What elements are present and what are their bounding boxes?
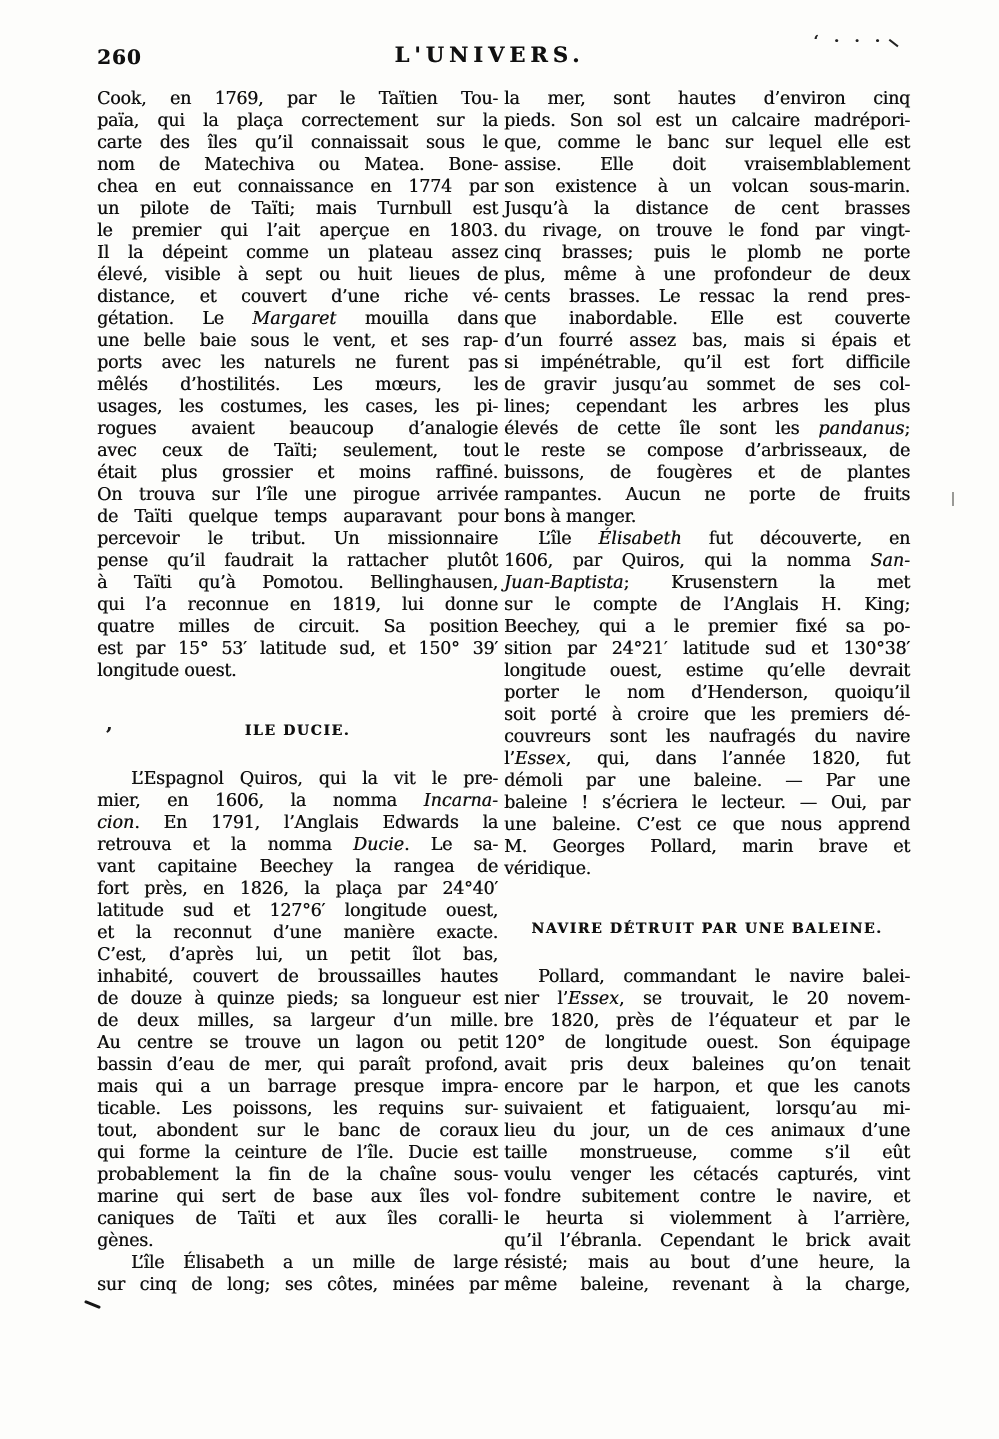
text-line: 120° de longitude ouest. Son équipage	[504, 1033, 910, 1053]
text-line: assise. Elle doit vraisemblablement	[504, 155, 910, 175]
text-line: avec ceux de Taïti; seulement, tout	[97, 441, 498, 461]
text-line: élevés de cette île sont les pandanus;	[504, 419, 910, 439]
text-line: porter le nom d’Henderson, quoiqu’il	[504, 683, 910, 703]
left-text-column	[97, 88, 498, 1296]
text-line: ports avec les naturels ne furent pas	[97, 353, 498, 373]
text-line: Pollard, commandant le navire balei-	[538, 967, 910, 987]
running-title: L'UNIVERS.	[394, 42, 585, 67]
ink-stroke	[888, 38, 898, 47]
text-line: buissons, de fougères et de plantes	[504, 463, 910, 483]
text-line: Jusqu’à la distance de cent brasses	[504, 199, 910, 219]
text-line: était plus grossier et moins raffiné.	[97, 463, 498, 483]
text-line: Il la dépeint comme un plateau assez	[97, 243, 498, 263]
text-line: Juan-Baptista; Krusenstern la met	[504, 573, 910, 593]
text-line: cion. En 1791, l’Anglais Edwards la	[97, 813, 498, 833]
text-line: percevoir le tribut. Un missionnaire	[97, 529, 498, 549]
text-line: d’un fourré assez bas, mais si épais et	[504, 331, 910, 351]
text-line: Beechey, qui a le premier fixé sa po-	[504, 617, 910, 637]
page-number: 260	[97, 45, 142, 69]
text-line: le premier qui l’ait aperçue en 1803.	[97, 221, 498, 241]
section-heading: ILE DUCIE.	[244, 723, 351, 739]
text-line: un pilote de Taïti; mais Turnbull est	[97, 199, 498, 219]
text-line: On trouva sur l’île une pirogue arrivée	[97, 485, 498, 505]
text-line: lieu du jour, un de ces animaux d’une	[504, 1121, 910, 1141]
text-line: M. Georges Pollard, marin brave et	[504, 837, 910, 857]
text-line: quatre milles de circuit. Sa position	[97, 617, 498, 637]
text-line: ticable. Les poissons, les requins sur-	[97, 1099, 498, 1119]
text-line: L’île Élisabeth fut découverte, en	[538, 529, 910, 549]
paragraph	[97, 1252, 498, 1296]
text-line: bre 1820, près de l’équateur et par le	[504, 1011, 910, 1031]
text-line: et la reconnut d’une manière exacte.	[97, 923, 498, 943]
text-line: sur le compte de l’Anglais H. King;	[504, 595, 910, 615]
text-line: gétation. Le Margaret mouilla dans	[97, 309, 498, 329]
text-line: retrouva et la nomma Ducie. Le sa-	[97, 835, 498, 855]
text-line: est par 15° 53′ latitude sud, et 150° 39′	[97, 639, 498, 659]
paragraph	[504, 528, 910, 880]
text-line: que inabordable. Elle est couverte	[504, 309, 910, 329]
paragraph	[97, 768, 498, 1252]
text-line: L’île Élisabeth a un mille de large	[131, 1253, 498, 1273]
text-line: à Taïti qu’à Pomotou. Bellinghausen,	[97, 573, 498, 593]
text-line: nier l’Essex, se trouvait, le 20 novem-	[504, 989, 911, 1009]
text-line: pieds. Son sol est un calcaire madrépori-	[504, 111, 910, 131]
text-line: plus, même à une profondeur de deux	[504, 265, 910, 285]
text-line: l’Essex, qui, dans l’année 1820, fut	[504, 749, 910, 769]
text-line: de Taïti quelque temps auparavant pour	[97, 507, 498, 527]
text-line: nom de Matechiva ou Matea. Bone-	[97, 155, 498, 175]
text-line: pense qu’il faudrait la rattacher plutôt	[97, 551, 498, 571]
right-text-column	[504, 88, 910, 1296]
text-line: le reste se compose d’arbrisseaux, de	[504, 441, 910, 461]
paragraph	[504, 966, 910, 1296]
section-heading: NAVIRE DÉTRUIT PAR UNE BALEINE.	[531, 921, 883, 937]
text-line: son existence à un volcan sous-marin.	[504, 177, 910, 197]
text-line: que, comme le banc sur lequel elle est	[504, 133, 910, 153]
text-line: marine qui sert de base aux îles vol-	[97, 1187, 498, 1207]
text-line: inhabité, couvert de broussailles hautes	[97, 967, 498, 987]
text-line: bassin d’eau de mer, qui paraît profond,	[97, 1055, 498, 1075]
text-line: taille monstrueuse, comme s’il eût	[504, 1143, 910, 1163]
text-line: gènes.	[97, 1231, 154, 1251]
text-line: soit porté à croire que les premiers dé-	[504, 705, 910, 725]
paragraph	[97, 88, 498, 682]
ink-dots: ‘ · · ·	[813, 32, 885, 50]
text-line: une baleine. C’est ce que nous apprend	[504, 815, 910, 835]
text-line: avait pris deux baleines qu’on tenait	[504, 1055, 910, 1075]
text-line: encore par le harpon, et que les canots	[504, 1077, 910, 1097]
text-line: probablement la fin de la chaîne sous-	[97, 1165, 498, 1185]
text-line: lines; cependant les arbres les plus	[504, 397, 910, 417]
text-line: couvreurs sont les naufragés du navire	[504, 727, 910, 747]
text-line: latitude sud et 127°6′ longitude ouest,	[97, 901, 498, 921]
text-line: le heurta si violemment à l’arrière,	[504, 1209, 910, 1229]
text-line: véridique.	[504, 859, 591, 879]
text-line: sition par 24°21′ latitude sud et 130°38′	[504, 639, 910, 659]
text-line: carte des îles qu’il connaissait sous le	[97, 133, 498, 153]
text-line: Cook, en 1769, par le Taïtien Tou-	[97, 89, 498, 109]
text-line: C’est, d’après lui, un petit îlot bas,	[97, 945, 498, 965]
text-line: mêlés d’hostilités. Les mœurs, les	[97, 375, 498, 395]
text-line: vant capitaine Beechey la rangea de	[97, 857, 498, 877]
text-line: 1606, par Quiros, qui la nomma San-	[504, 551, 910, 571]
text-line: rogues avaient beaucoup d’analogie	[97, 419, 498, 439]
ink-dash	[84, 1300, 101, 1309]
text-line: de douze à quinze pieds; sa longueur est	[97, 989, 498, 1009]
ink-speck: ,	[106, 714, 113, 735]
text-line: chea en eut connaissance en 1774 par	[97, 177, 498, 197]
text-line: usages, les costumes, les cases, les pi-	[97, 397, 498, 417]
ink-edge-speck	[952, 492, 954, 506]
text-line: suivaient et fatiguaient, lorsqu’au mi-	[504, 1099, 910, 1119]
paragraph	[504, 88, 910, 528]
text-line: tout, abondent sur le banc de coraux	[97, 1121, 498, 1141]
text-line: Au centre se trouve un lagon ou petit	[97, 1033, 498, 1053]
text-line: mier, en 1606, la nomma Incarna-	[97, 791, 498, 811]
text-line: si impénétrable, qu’il est fort difficile	[504, 353, 910, 373]
text-line: sur cinq de long; ses côtes, minées par	[97, 1275, 498, 1295]
text-line: de deux milles, sa largeur d’un mille.	[97, 1011, 498, 1031]
text-line: fondre subitement contre le navire, et	[504, 1187, 910, 1207]
text-line: baleine ! s’écriera le lecteur. — Oui, par	[504, 793, 910, 813]
text-line: longitude ouest, estime qu’elle devrait	[504, 661, 910, 681]
ink-corner-marks	[813, 32, 899, 50]
text-line: païa, qui la plaça correctement sur la	[97, 111, 498, 131]
text-line: même baleine, revenant à la charge,	[504, 1275, 910, 1295]
text-line: caniques de Taïti et aux îles coralli-	[97, 1209, 498, 1229]
text-line: cinq brasses; puis le plomb ne porte	[504, 243, 910, 263]
text-line: du rivage, on trouve le fond par vingt-	[504, 221, 910, 241]
text-line: voulu venger les cétacés capturés, vint	[504, 1165, 910, 1185]
text-line: cents brasses. Le ressac la rend pres-	[504, 287, 910, 307]
text-line: longitude ouest.	[97, 661, 237, 681]
text-line: la mer, sont hautes d’environ cinq	[504, 89, 910, 109]
text-line: L’Espagnol Quiros, qui la vit le pre-	[131, 769, 498, 789]
text-line: démoli par une baleine. — Par une	[504, 771, 910, 791]
text-line: résisté; mais au bout d’une heure, la	[504, 1253, 910, 1273]
text-line: distance, et couvert d’une riche vé-	[97, 287, 498, 307]
text-line: de gravir jusqu’au sommet de ses col-	[504, 375, 910, 395]
text-line: élevé, visible à sept ou huit lieues de	[97, 265, 498, 285]
text-line: une belle baie sous le vent, et ses rap-	[97, 331, 498, 351]
text-line: qu’il l’ébranla. Cependant le brick avait	[504, 1231, 910, 1251]
text-line: fort près, en 1826, la plaça par 24°40′	[97, 879, 498, 899]
text-line: bons à manger.	[504, 507, 636, 527]
text-line: qui forme la ceinture de l’île. Ducie est	[97, 1143, 498, 1163]
text-line: mais qui a un barrage presque impra-	[97, 1077, 498, 1097]
text-line: rampantes. Aucun ne porte de fruits	[504, 485, 910, 505]
text-line: qui l’a reconnue en 1819, lui donne	[97, 595, 498, 615]
